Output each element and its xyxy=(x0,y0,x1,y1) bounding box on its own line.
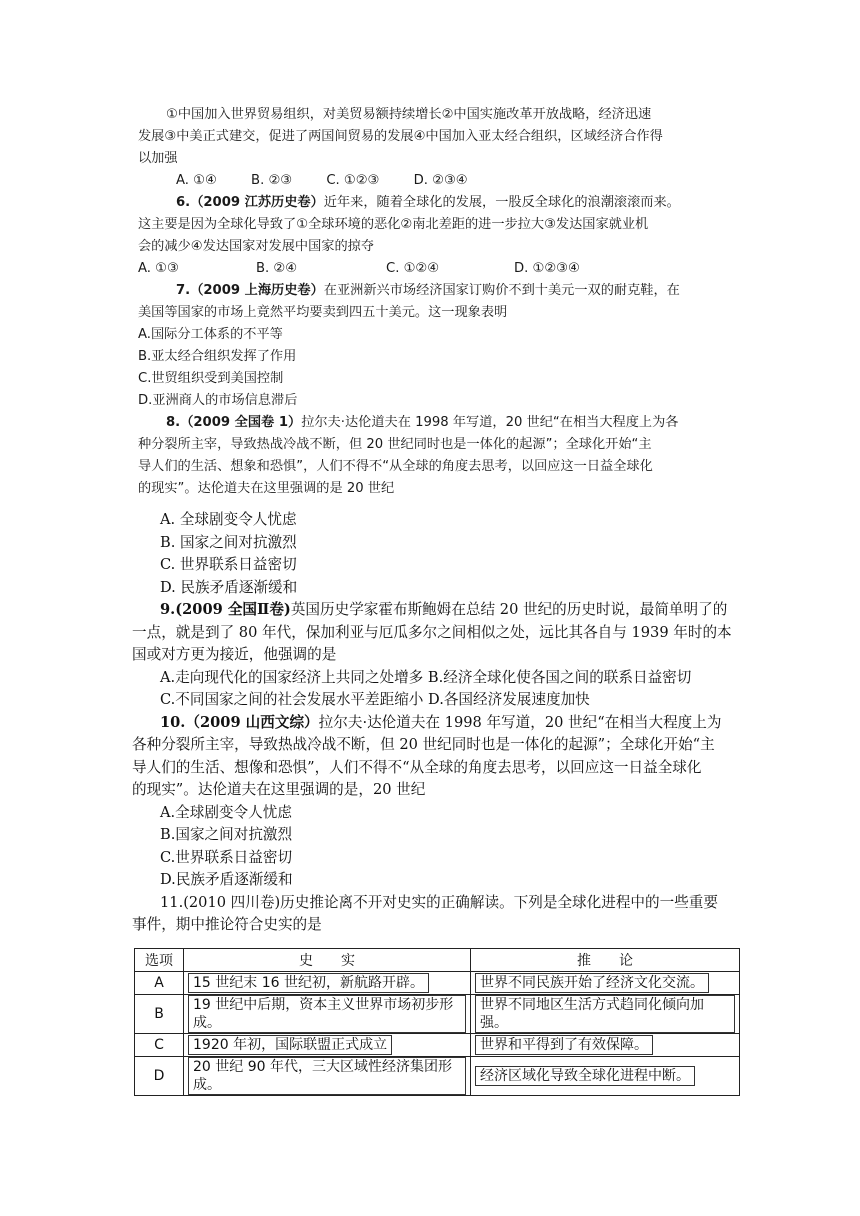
q9-text: 英国历史学家霍布斯鲍姆在总结 20 世纪的历史时说，最简单明了的 xyxy=(290,601,728,618)
q5-option-b: B. ②③ xyxy=(251,173,293,188)
q6-stem-line-2: 这主要是因为全球化导致了①全球环境的恶化②南北差距的进一步拉大③发达国家就业机 xyxy=(138,217,649,232)
row-option: D xyxy=(135,1057,184,1096)
q10-option-a: A.全球剧变令人忧虑 xyxy=(160,803,292,821)
row-inference xyxy=(471,1057,740,1096)
q5-option-a: A. ①④ xyxy=(176,173,217,188)
q10-stem-line-1 xyxy=(132,712,738,735)
q10-stem-line-2: 各种分裂所主宰，导致热战冷战不断，但 20 世纪同时也是一体化的起源”；全球化开始“主 xyxy=(132,736,715,753)
q6-stem-line-1 xyxy=(138,192,720,214)
row-fact-text: 1920 年初，国际联盟正式成立 xyxy=(188,1035,392,1055)
q9-options-ab: A.走向现代化的国家经济上共同之处增多 B.经济全球化使各国之间的联系日益密切 xyxy=(160,668,692,686)
row-fact-text: 19 世纪中后期，资本主义世界市场初步形成。 xyxy=(188,995,466,1033)
q8-option-d: D. 民族矛盾逐渐缓和 xyxy=(160,578,298,596)
row-fact xyxy=(184,1057,471,1096)
q7-source: （2009 上海历史卷） xyxy=(190,283,324,298)
table-header-row xyxy=(135,949,740,972)
q8-stem-line-2: 种分裂所主宰，导致热战冷战不断，但 20 世纪同时也是一体化的起源”；全球化开始“主 xyxy=(138,437,652,452)
q6-number: 6. xyxy=(176,195,191,210)
q9-options-cd: C.不同国家之间的社会发展水平差距缩小 D.各国经济发展速度加快 xyxy=(160,691,590,708)
q8-number: 8. xyxy=(166,415,181,430)
q8-option-c: C. 世界联系日益密切 xyxy=(160,556,297,573)
q8-stem-line-4: 的现实”。达伦道夫在这里强调的是 20 世纪 xyxy=(138,481,395,496)
row-fact-text: 15 世纪末 16 世纪初，新航路开辟。 xyxy=(188,973,429,993)
table-row xyxy=(135,972,740,995)
table-row xyxy=(135,1057,740,1096)
q6-option-a: A. ①③ xyxy=(138,261,179,276)
q8-option-b: B. 国家之间对抗激烈 xyxy=(160,533,297,551)
q10-stem-line-4: 的现实”。达伦道夫在这里强调的是，20 世纪 xyxy=(132,781,426,798)
q5-stem-line-1: ①中国加入世界贸易组织，对美贸易额持续增长②中国实施改革开放战略，经济迅速 xyxy=(166,107,652,122)
q7-option-a: A.国际分工体系的不平等 xyxy=(138,327,283,342)
row-option: A xyxy=(135,972,184,995)
row-inference-text: 经济区域化导致全球化进程中断。 xyxy=(475,1066,695,1086)
q11-stem-line-1: 11.(2010 四川卷)历史推论离不开对史实的正确解读。下列是全球化进程中的一些重要 xyxy=(160,893,718,911)
q6-text: 近年来，随着全球化的发展，一股反全球化的浪潮滚滚而来。 xyxy=(323,195,680,210)
q10-text: 拉尔夫·达伦道夫在 1998 年写道，20 世纪“在相当大程度上为 xyxy=(318,713,722,731)
q10-source: 10.（2009 山西文综） xyxy=(160,713,319,731)
q10-option-d: D.民族矛盾逐渐缓和 xyxy=(160,871,293,888)
header-option: 选项 xyxy=(135,949,184,972)
row-inference xyxy=(471,972,740,995)
q7-stem-line-1 xyxy=(138,280,720,302)
q10-option-b: B.国家之间对抗激烈 xyxy=(160,826,293,843)
q7-stem-line-2: 美国等国家的市场上竟然平均要卖到四五十美元。这一现象表明 xyxy=(138,305,508,320)
q8-option-a: A. 全球剧变令人忧虑 xyxy=(160,511,297,528)
row-option: C xyxy=(135,1034,184,1057)
row-inference-text: 世界和平得到了有效保障。 xyxy=(475,1035,653,1055)
row-fact xyxy=(184,972,471,995)
q9-stem-line-2: 一点，就是到了 80 年代，保加利亚与厄瓜多尔之间相似之处，远比其各自与 1939 年时的本 xyxy=(132,623,732,641)
q5-option-c: C. ①②③ xyxy=(326,173,380,188)
q5-stem-line-3: 以加强 xyxy=(138,151,178,166)
row-inference-text: 世界不同民族开始了经济文化交流。 xyxy=(475,973,709,993)
header-inference: 推 论 xyxy=(471,949,740,972)
header-fact: 史 实 xyxy=(184,949,471,972)
row-fact xyxy=(184,995,471,1034)
row-inference xyxy=(471,1034,740,1057)
q6-stem-line-3: 会的减少④发达国家对发展中国家的掠夺 xyxy=(138,239,375,254)
table-row xyxy=(135,1034,740,1057)
q7-text: 在亚洲新兴市场经济国家订购价不到十美元一双的耐克鞋，在 xyxy=(323,283,680,298)
row-fact xyxy=(184,1034,471,1057)
q5-options xyxy=(138,170,720,192)
q7-option-d: D.亚洲商人的市场信息滞后 xyxy=(138,393,298,408)
row-fact-text: 20 世纪 90 年代，三大区域性经济集团形成。 xyxy=(188,1057,466,1095)
q8-stem-line-3: 导人们的生活、想象和恐惧”，人们不得不“从全球的角度去思考，以回应这一日益全球化 xyxy=(138,459,653,474)
typed-question-block xyxy=(132,509,738,937)
q6-source: （2009 江苏历史卷） xyxy=(190,195,324,210)
q6-option-c: C. ①②④ xyxy=(386,261,440,276)
q8-text: 拉尔夫·达伦道夫在 1998 年写道，20 世纪“在相当大程度上为各 xyxy=(301,415,679,430)
q10-stem-line-3: 导人们的生活、想像和恐惧”，人们不得不“从全球的角度去思考，以回应这一日益全球化 xyxy=(132,758,702,776)
q5-option-d: D. ②③④ xyxy=(413,173,468,188)
q6-option-b: B. ②④ xyxy=(256,261,298,276)
q11-stem-line-2: 事件，期中推论符合史实的是 xyxy=(132,916,322,933)
row-inference-text: 世界不同地区生活方式趋同化倾向加强。 xyxy=(475,995,735,1033)
q6-option-d: D. ①②③④ xyxy=(514,261,580,276)
row-inference xyxy=(471,995,740,1034)
history-inference-table xyxy=(134,948,740,1096)
q10-option-c: C.世界联系日益密切 xyxy=(160,848,293,866)
q9-source: 9.(2009 全国Ⅱ卷) xyxy=(160,601,291,618)
q5-stem-line-2: 发展③中美正式建交，促进了两国间贸易的发展④中国加入亚太经合组织，区域经济合作得 xyxy=(138,129,663,144)
q7-option-c: C.世贸组织受到美国控制 xyxy=(138,371,284,386)
q9-stem-line-3: 国或对方更为接近，他强调的是 xyxy=(132,646,337,663)
table-row xyxy=(135,995,740,1034)
q7-number: 7. xyxy=(176,283,191,298)
scanned-question-block xyxy=(138,104,720,500)
q6-options xyxy=(138,258,720,280)
row-option: B xyxy=(135,995,184,1034)
q7-option-b: B.亚太经合组织发挥了作用 xyxy=(138,349,297,364)
q8-stem-line-1 xyxy=(138,412,720,434)
q8-source: （2009 全国卷 1） xyxy=(180,415,302,430)
q9-stem-line-1 xyxy=(132,599,738,622)
